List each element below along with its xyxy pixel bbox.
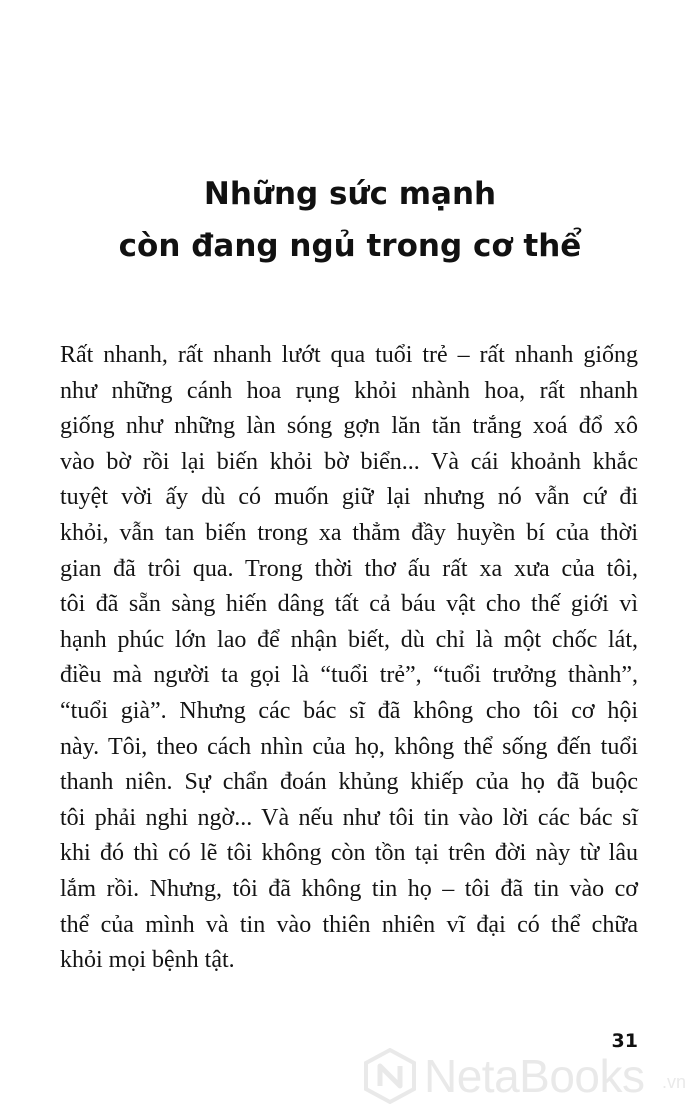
body-line: gian đã trôi qua. Trong thời thơ ấu rất xa xưa của tôi, <box>60 555 638 582</box>
body-line: điều mà người ta gọi là “tuổi trẻ”, “tuổi trưởng thành”, <box>60 662 638 689</box>
watermark <box>362 1044 692 1108</box>
body-line: lắm rồi. Nhưng, tôi đã không tin họ – tôi đã tin vào cơ <box>60 875 638 902</box>
body-line: này. Tôi, theo cách nhìn của họ, không thể sống đến tuổi <box>60 733 638 760</box>
body-line: như những cánh hoa rụng khỏi nhành hoa, rất nhanh <box>60 377 638 404</box>
chapter-title <box>60 168 640 272</box>
netabooks-logo-icon <box>362 1048 418 1104</box>
body-line: khỏi, vẫn tan biến trong xa thẳm đầy huyền bí của thời <box>60 519 638 546</box>
chapter-title-line-2: còn đang ngủ trong cơ thể <box>118 228 582 264</box>
body-line: giống như những làn sóng gợn lăn tăn trắng xoá đổ xô <box>60 413 638 440</box>
body-line: tôi đã sẵn sàng hiến dâng tất cả báu vật cho thế giới vì <box>60 591 638 618</box>
body-line: hạnh phúc lớn lao để nhận biết, dù chỉ là một chốc lát, <box>60 626 638 653</box>
body-line: Rất nhanh, rất nhanh lướt qua tuổi trẻ – rất nhanh giống <box>60 342 638 368</box>
watermark-brand: NetaBooks <box>424 1050 645 1102</box>
body-line: thể của mình và tin vào thiên nhiên vĩ đại có thể chữa <box>60 911 638 938</box>
body-line: tuyệt vời ấy dù có muốn giữ lại nhưng nó vẫn cứ đi <box>60 484 638 511</box>
body-line: thanh niên. Sự chẩn đoán khủng khiếp của họ đã buộc <box>60 769 638 796</box>
body-line: “tuổi già”. Nhưng các bác sĩ đã không cho tôi cơ hội <box>60 697 638 724</box>
body-line: khi đó thì có lẽ tôi không còn tồn tại trên đời này từ lâu <box>60 840 638 867</box>
body-line: vào bờ rồi lại biến khỏi bờ biển... Và cái khoảnh khắc <box>60 448 638 475</box>
watermark-suffix: .vn <box>662 1072 687 1092</box>
body-paragraph <box>60 338 638 979</box>
page-number: 31 <box>611 1030 638 1052</box>
body-line: tôi phải nghi ngờ... Và nếu như tôi tin vào lời các bác sĩ <box>60 804 638 831</box>
chapter-title-line-1: Những sức mạnh <box>203 176 497 212</box>
body-line: khỏi mọi bệnh tật. <box>60 947 235 974</box>
